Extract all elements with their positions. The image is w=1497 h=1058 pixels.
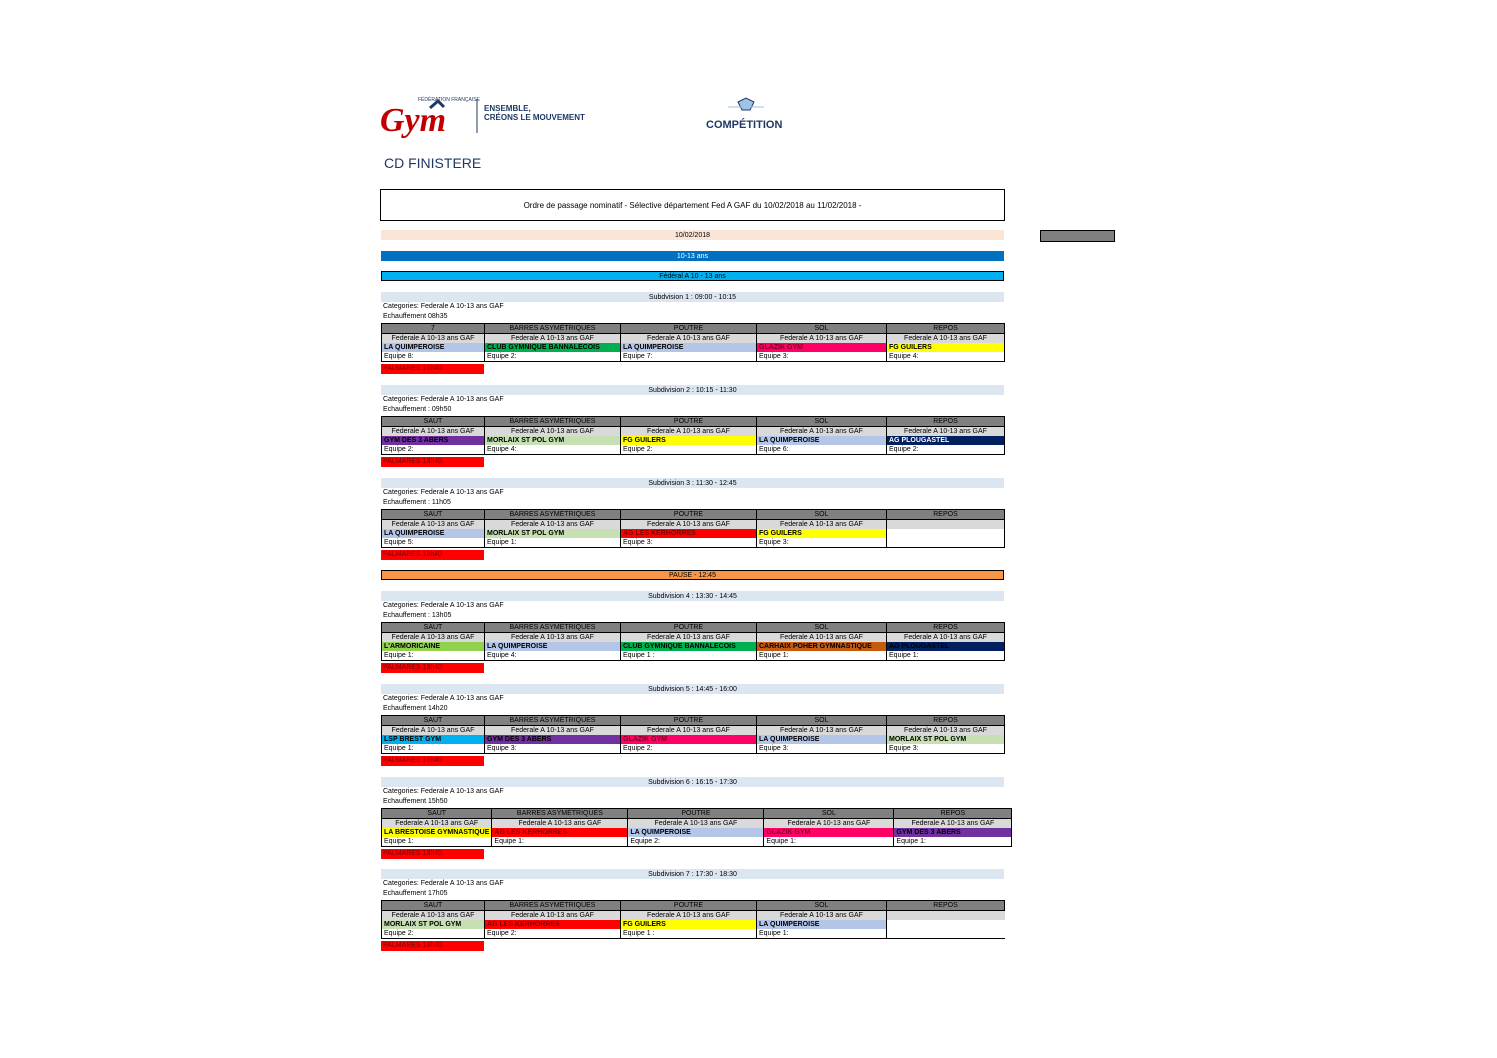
club-cell: L'ARMORICAINE bbox=[382, 642, 485, 651]
apparatus-header: SOL bbox=[757, 716, 887, 726]
club-cell: LA QUIMPEROISE bbox=[757, 436, 887, 445]
palmares-label: PALMARES 18h40 bbox=[381, 663, 484, 673]
team-cell: Equipe 1: bbox=[894, 837, 1012, 847]
category-cell: Federale A 10-13 ans GAF bbox=[485, 520, 621, 530]
club-cell: AG LES KERHORRES bbox=[621, 529, 757, 538]
warmup-label: Echauffement : 09h50 bbox=[383, 406, 452, 413]
category-cell: Federale A 10-13 ans GAF bbox=[887, 726, 1005, 736]
team-row bbox=[382, 744, 1005, 754]
category-cell: Federale A 10-13 ans GAF bbox=[628, 819, 764, 829]
category-cell bbox=[887, 520, 1005, 530]
club-cell: CLUB GYMNIQUE BANNALECOIS bbox=[621, 642, 757, 651]
club-cell bbox=[887, 920, 1005, 929]
warmup-label: Echauffement 14h20 bbox=[383, 705, 448, 712]
federal-band: Fédéral A 10 - 13 ans bbox=[381, 271, 1004, 281]
club-row bbox=[382, 529, 1005, 538]
categories-label: Categories: Federale A 10-13 ans GAF bbox=[383, 489, 504, 496]
apparatus-header: SOL bbox=[757, 901, 887, 911]
team-cell: Equipe 1: bbox=[757, 651, 887, 661]
category-row bbox=[382, 819, 1012, 829]
club-cell: FG GUILERS bbox=[621, 920, 757, 929]
table-header-row bbox=[382, 716, 1005, 726]
category-cell: Federale A 10-13 ans GAF bbox=[382, 726, 485, 736]
team-cell: Equipe 4: bbox=[887, 352, 1005, 362]
club-cell: CLUB GYMNIQUE BANNALECOIS bbox=[485, 343, 621, 352]
table-header-row bbox=[382, 324, 1005, 334]
category-cell: Federale A 10-13 ans GAF bbox=[382, 520, 485, 530]
club-cell: LA QUIMPEROISE bbox=[628, 828, 764, 837]
apparatus-header: SOL bbox=[757, 510, 887, 520]
apparatus-header: BARRES ASYMÉTRIQUES bbox=[485, 623, 621, 633]
apparatus-header: POUTRE bbox=[621, 417, 757, 427]
team-cell: Equipe 3: bbox=[485, 744, 621, 754]
category-cell: Federale A 10-13 ans GAF bbox=[621, 427, 757, 437]
categories-label: Categories: Federale A 10-13 ans GAF bbox=[383, 788, 504, 795]
categories-label: Categories: Federale A 10-13 ans GAF bbox=[383, 396, 504, 403]
warmup-label: Echauffement 17h05 bbox=[383, 890, 448, 897]
team-cell: Equipe 6: bbox=[757, 445, 887, 455]
subdivision-title: Subdvision 1 : 09:00 - 10:15 bbox=[381, 292, 1004, 302]
rotation-table bbox=[381, 808, 1012, 847]
team-cell bbox=[887, 929, 1005, 939]
club-cell: AG PLOUGASTEL bbox=[887, 642, 1005, 651]
team-cell: Equipe 1: bbox=[382, 651, 485, 661]
club-cell: GYM DES 3 ABERS bbox=[894, 828, 1012, 837]
apparatus-header: REPOS bbox=[894, 809, 1012, 819]
club-row bbox=[382, 828, 1012, 837]
apparatus-header: POUTRE bbox=[621, 510, 757, 520]
club-cell: MORLAIX ST POL GYM bbox=[382, 920, 485, 929]
team-cell: Equipe 1: bbox=[492, 837, 628, 847]
category-cell bbox=[887, 911, 1005, 921]
team-cell: Equipe 3: bbox=[757, 352, 887, 362]
subdivision-title: Subdivision 5 : 14:45 - 16:00 bbox=[381, 684, 1004, 694]
document-title: Ordre de passage nominatif - Sélective département Fed A GAF du 10/02/2018 au 11/02/2018 - bbox=[380, 189, 1005, 221]
category-row bbox=[382, 726, 1005, 736]
table-header-row bbox=[382, 809, 1012, 819]
apparatus-header: POUTRE bbox=[621, 901, 757, 911]
team-cell: Equipe 1: bbox=[382, 837, 492, 847]
subdivision-title: Subdivision 4 : 13:30 - 14:45 bbox=[381, 591, 1004, 601]
category-cell: Federale A 10-13 ans GAF bbox=[757, 911, 887, 921]
logo-gym-text: Gym bbox=[380, 102, 447, 138]
warmup-label: Echauffement 08h35 bbox=[383, 313, 448, 320]
category-cell: Federale A 10-13 ans GAF bbox=[621, 633, 757, 643]
apparatus-header: SAUT bbox=[382, 901, 485, 911]
team-cell: Equipe 4: bbox=[485, 445, 621, 455]
team-cell: Equipe 2: bbox=[628, 837, 764, 847]
subdivision-title: Subdivision 7 : 17:30 - 18:30 bbox=[381, 869, 1004, 879]
apparatus-header: SOL bbox=[764, 809, 894, 819]
category-cell: Federale A 10-13 ans GAF bbox=[485, 427, 621, 437]
category-cell: Federale A 10-13 ans GAF bbox=[887, 633, 1005, 643]
logo-slogan-2: CRÉONS LE MOUVEMENT bbox=[484, 113, 585, 122]
category-cell: Federale A 10-13 ans GAF bbox=[887, 427, 1005, 437]
club-cell: LA QUIMPEROISE bbox=[757, 735, 887, 744]
categories-label: Categories: Federale A 10-13 ans GAF bbox=[383, 602, 504, 609]
team-cell: Equipe 3: bbox=[757, 744, 887, 754]
club-cell: FG GUILERS bbox=[887, 343, 1005, 352]
team-cell: Equipe 3: bbox=[757, 538, 887, 548]
team-cell: Equipe 1: bbox=[757, 929, 887, 939]
rotation-table bbox=[381, 715, 1005, 754]
ffgym-logo bbox=[378, 93, 598, 138]
subdivision-title: Subdivision 2 : 10:15 - 11:30 bbox=[381, 385, 1004, 395]
club-cell: LSP BREST GYM bbox=[382, 735, 485, 744]
club-cell: FG GUILERS bbox=[621, 436, 757, 445]
club-cell: FG GUILERS bbox=[757, 529, 887, 538]
apparatus-header: SAUT bbox=[382, 623, 485, 633]
club-cell: GYM DES 3 ABERS bbox=[382, 436, 485, 445]
category-cell: Federale A 10-13 ans GAF bbox=[382, 334, 485, 344]
table-header-row bbox=[382, 901, 1005, 911]
apparatus-header: SAUT bbox=[382, 510, 485, 520]
apparatus-header: POUTRE bbox=[621, 623, 757, 633]
club-row bbox=[382, 642, 1005, 651]
rotation-table bbox=[381, 509, 1005, 548]
palmares-label: PALMARES 18h40 bbox=[381, 849, 484, 859]
category-row bbox=[382, 520, 1005, 530]
category-cell: Federale A 10-13 ans GAF bbox=[382, 633, 485, 643]
category-row bbox=[382, 911, 1005, 921]
club-cell: AG LES KERHORRES bbox=[492, 828, 628, 837]
categories-label: Categories: Federale A 10-13 ans GAF bbox=[383, 695, 504, 702]
apparatus-header: POUTRE bbox=[621, 324, 757, 334]
rotation-table bbox=[381, 622, 1005, 661]
category-cell: Federale A 10-13 ans GAF bbox=[621, 334, 757, 344]
team-row bbox=[382, 445, 1005, 455]
apparatus-header: SOL bbox=[757, 623, 887, 633]
apparatus-header: SAUT bbox=[382, 417, 485, 427]
apparatus-header: SOL bbox=[757, 324, 887, 334]
subdivision-title: Subdivision 3 : 11:30 - 12:45 bbox=[381, 478, 1004, 488]
category-cell: Federale A 10-13 ans GAF bbox=[757, 520, 887, 530]
team-cell: Equipe 3: bbox=[887, 744, 1005, 754]
palmares-label: PALMARES 18h40 bbox=[381, 941, 484, 951]
club-row bbox=[382, 920, 1005, 929]
category-row bbox=[382, 633, 1005, 643]
category-cell: Federale A 10-13 ans GAF bbox=[382, 427, 485, 437]
team-cell: Equipe 2: bbox=[382, 445, 485, 455]
club-cell: GYM DES 3 ABERS bbox=[485, 735, 621, 744]
category-cell: Federale A 10-13 ans GAF bbox=[621, 726, 757, 736]
team-cell: Equipe 2: bbox=[382, 929, 485, 939]
category-cell: Federale A 10-13 ans GAF bbox=[492, 819, 628, 829]
team-cell: Equipe 2: bbox=[485, 352, 621, 362]
apparatus-header: 7 bbox=[382, 324, 485, 334]
age-band: 10-13 ans bbox=[381, 251, 1004, 261]
team-row bbox=[382, 837, 1012, 847]
category-cell: Federale A 10-13 ans GAF bbox=[757, 334, 887, 344]
team-cell: Equipe 4: bbox=[485, 651, 621, 661]
palmares-label: PALMARES 18h40 bbox=[381, 457, 484, 467]
logo-slogan-1: ENSEMBLE, bbox=[484, 104, 531, 113]
apparatus-header: BARRES ASYMÉTRIQUES bbox=[485, 901, 621, 911]
category-cell: Federale A 10-13 ans GAF bbox=[485, 911, 621, 921]
club-cell: LA QUIMPEROISE bbox=[485, 642, 621, 651]
club-row bbox=[382, 343, 1005, 352]
club-cell: GLAZIK GYM bbox=[764, 828, 894, 837]
category-cell: Federale A 10-13 ans GAF bbox=[894, 819, 1012, 829]
apparatus-header: REPOS bbox=[887, 324, 1005, 334]
team-cell: Equipe 1: bbox=[887, 651, 1005, 661]
category-cell: Federale A 10-13 ans GAF bbox=[621, 911, 757, 921]
category-cell: Federale A 10-13 ans GAF bbox=[485, 334, 621, 344]
category-cell: Federale A 10-13 ans GAF bbox=[485, 726, 621, 736]
rotation-table bbox=[381, 323, 1005, 362]
rotation-table bbox=[381, 900, 1005, 939]
team-cell: Equipe 3: bbox=[621, 538, 757, 548]
club-cell: LA QUIMPEROISE bbox=[757, 920, 887, 929]
categories-label: Categories: Federale A 10-13 ans GAF bbox=[383, 880, 504, 887]
team-cell: Equipe 1: bbox=[764, 837, 894, 847]
club-cell: MORLAIX ST POL GYM bbox=[485, 436, 621, 445]
rotation-table bbox=[381, 416, 1005, 455]
team-cell: Equipe 5: bbox=[382, 538, 485, 548]
club-cell: GLAZIK GYM bbox=[621, 735, 757, 744]
club-row bbox=[382, 735, 1005, 744]
team-cell: Equipe 8: bbox=[382, 352, 485, 362]
palmares-label: PALMARES 18h40 bbox=[381, 756, 484, 766]
apparatus-header: POUTRE bbox=[621, 716, 757, 726]
team-cell bbox=[887, 538, 1005, 548]
category-cell: Federale A 10-13 ans GAF bbox=[764, 819, 894, 829]
club-cell: MORLAIX ST POL GYM bbox=[887, 735, 1005, 744]
team-cell: Equipe 2: bbox=[621, 445, 757, 455]
palmares-label: PALMARES 18h40 bbox=[381, 550, 484, 560]
category-cell: Federale A 10-13 ans GAF bbox=[621, 520, 757, 530]
subdivision-title: Subdivision 6 : 16:15 - 17:30 bbox=[381, 777, 1004, 787]
warmup-label: Echauffement : 13h05 bbox=[383, 612, 452, 619]
warmup-label: Echauffement 15h50 bbox=[383, 798, 448, 805]
club-cell: GLAZIK GYM bbox=[757, 343, 887, 352]
category-cell: Federale A 10-13 ans GAF bbox=[485, 633, 621, 643]
apparatus-header: POUTRE bbox=[628, 809, 764, 819]
club-cell: LA QUIMPEROISE bbox=[382, 529, 485, 538]
team-row bbox=[382, 352, 1005, 362]
date-band: 10/02/2018 bbox=[381, 230, 1004, 240]
team-cell: Equipe 1: bbox=[485, 538, 621, 548]
table-header-row bbox=[382, 510, 1005, 520]
club-cell: MORLAIX ST POL GYM bbox=[485, 529, 621, 538]
apparatus-header: REPOS bbox=[887, 901, 1005, 911]
team-row bbox=[382, 651, 1005, 661]
club-cell bbox=[887, 529, 1005, 538]
team-row bbox=[382, 929, 1005, 939]
category-cell: Federale A 10-13 ans GAF bbox=[382, 819, 492, 829]
competition-logo bbox=[700, 96, 795, 136]
apparatus-header: BARRES ASYMÉTRIQUES bbox=[485, 716, 621, 726]
club-cell: LA BRESTOISE GYMNASTIQUE bbox=[382, 828, 492, 837]
category-cell: Federale A 10-13 ans GAF bbox=[757, 633, 887, 643]
apparatus-header: REPOS bbox=[887, 716, 1005, 726]
table-header-row bbox=[382, 417, 1005, 427]
club-cell: CARHAIX POHER GYMNASTIQUE bbox=[757, 642, 887, 651]
apparatus-header: BARRES ASYMÉTRIQUES bbox=[485, 510, 621, 520]
pause-band: PAUSE - 12:45 bbox=[381, 570, 1004, 580]
team-row bbox=[382, 538, 1005, 548]
apparatus-header: REPOS bbox=[887, 510, 1005, 520]
team-cell: Equipe 2: bbox=[621, 744, 757, 754]
palmares-label: PALMARES 18h40 bbox=[381, 364, 484, 374]
apparatus-header: REPOS bbox=[887, 417, 1005, 427]
team-cell: Equipe 7: bbox=[621, 352, 757, 362]
logo-federation-text: FÉDÉRATION FRANÇAISE bbox=[418, 97, 480, 103]
team-cell: Equipe 1: bbox=[382, 744, 485, 754]
categories-label: Categories: Federale A 10-13 ans GAF bbox=[383, 303, 504, 310]
team-cell: Equipe 2: bbox=[887, 445, 1005, 455]
category-row bbox=[382, 334, 1005, 344]
category-cell: Federale A 10-13 ans GAF bbox=[382, 911, 485, 921]
apparatus-header: BARRES ASYMÉTRIQUES bbox=[485, 324, 621, 334]
apparatus-header: REPOS bbox=[887, 623, 1005, 633]
team-cell: Equipe 1 : bbox=[621, 651, 757, 661]
apparatus-header: SAUT bbox=[382, 809, 492, 819]
club-cell: LA QUIMPEROISE bbox=[621, 343, 757, 352]
category-cell: Federale A 10-13 ans GAF bbox=[757, 427, 887, 437]
category-cell: Federale A 10-13 ans GAF bbox=[757, 726, 887, 736]
team-cell: Equipe 2: bbox=[485, 929, 621, 939]
table-header-row bbox=[382, 623, 1005, 633]
category-row bbox=[382, 427, 1005, 437]
team-cell: Equipe 1 : bbox=[621, 929, 757, 939]
club-title: CD FINISTERE bbox=[384, 155, 482, 171]
category-cell: Federale A 10-13 ans GAF bbox=[887, 334, 1005, 344]
side-marker bbox=[1040, 230, 1115, 242]
club-cell: AG LES KERHORRES bbox=[485, 920, 621, 929]
competition-label: COMPÉTITION bbox=[706, 119, 783, 131]
apparatus-header: BARRES ASYMÉTRIQUES bbox=[492, 809, 628, 819]
club-row bbox=[382, 436, 1005, 445]
apparatus-header: SAUT bbox=[382, 716, 485, 726]
warmup-label: Echauffement : 11h05 bbox=[383, 499, 451, 506]
club-cell: AG PLOUGASTEL bbox=[887, 436, 1005, 445]
club-cell: LA QUIMPEROISE bbox=[382, 343, 485, 352]
apparatus-header: BARRES ASYMÉTRIQUES bbox=[485, 417, 621, 427]
apparatus-header: SOL bbox=[757, 417, 887, 427]
